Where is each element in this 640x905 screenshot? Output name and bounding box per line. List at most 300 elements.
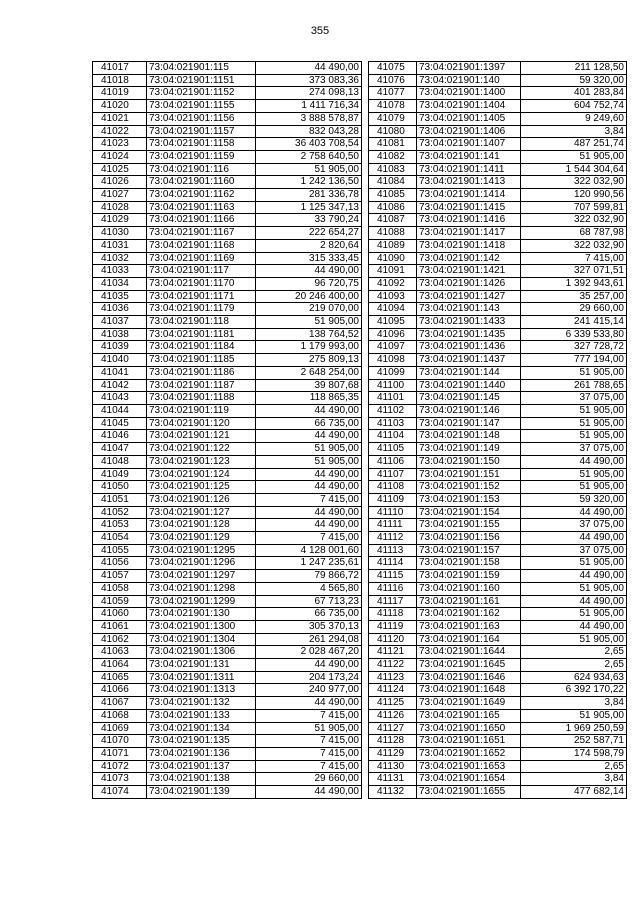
cadastral-number-cell: 73:04:021901:1400	[417, 87, 521, 100]
row-number-cell: 41097	[369, 341, 417, 354]
table-row	[369, 239, 627, 252]
cadastral-number-cell: 73:04:021901:1405	[417, 112, 521, 125]
table-row	[93, 722, 362, 735]
cadastral-number-cell: 73:04:021901:1300	[147, 620, 256, 633]
cadastral-value-cell: 51 905,00	[256, 722, 362, 735]
row-number-cell: 41018	[93, 74, 147, 87]
row-number-cell: 41100	[369, 379, 417, 392]
cadastral-number-cell: 73:04:021901:125	[147, 481, 256, 494]
table-row	[369, 519, 627, 532]
table-row	[369, 430, 627, 443]
cadastral-value-cell: 274 098,13	[256, 87, 362, 100]
row-number-cell: 41090	[369, 252, 417, 265]
row-number-cell: 41073	[93, 773, 147, 786]
table-row	[369, 544, 627, 557]
row-number-cell: 41028	[93, 201, 147, 214]
cadastral-number-cell: 73:04:021901:156	[417, 532, 521, 545]
cadastral-number-cell: 73:04:021901:130	[147, 608, 256, 621]
cadastral-value-cell: 7 415,00	[256, 747, 362, 760]
cadastral-number-cell: 73:04:021901:1159	[147, 150, 256, 163]
cadastral-value-cell: 261 788,65	[521, 379, 627, 392]
cadastral-number-cell: 73:04:021901:134	[147, 722, 256, 735]
table-row	[93, 570, 362, 583]
cadastral-value-cell: 36 403 708,54	[256, 138, 362, 151]
cadastral-number-cell: 73:04:021901:1418	[417, 239, 521, 252]
row-number-cell: 41123	[369, 671, 417, 684]
cadastral-value-cell: 51 905,00	[521, 582, 627, 595]
table-row	[369, 760, 627, 773]
cadastral-number-cell: 73:04:021901:131	[147, 659, 256, 672]
table-row	[93, 709, 362, 722]
cadastral-value-cell: 322 032,90	[521, 176, 627, 189]
row-number-cell: 41026	[93, 176, 147, 189]
cadastral-number-cell: 73:04:021901:140	[417, 74, 521, 87]
table-row	[369, 125, 627, 138]
cadastral-value-cell: 37 075,00	[521, 519, 627, 532]
row-number-cell: 41064	[93, 659, 147, 672]
cadastral-value-cell: 51 905,00	[521, 430, 627, 443]
table-row	[369, 671, 627, 684]
cadastral-value-cell: 487 251,74	[521, 138, 627, 151]
cadastral-number-cell: 73:04:021901:1167	[147, 227, 256, 240]
row-number-cell: 41075	[369, 62, 417, 75]
row-number-cell: 41054	[93, 532, 147, 545]
cadastral-number-cell: 73:04:021901:1649	[417, 697, 521, 710]
cadastral-number-cell: 73:04:021901:1311	[147, 671, 256, 684]
row-number-cell: 41044	[93, 404, 147, 417]
cadastral-number-cell: 73:04:021901:1306	[147, 646, 256, 659]
cadastral-number-cell: 73:04:021901:160	[417, 582, 521, 595]
cadastral-value-cell: 37 075,00	[521, 443, 627, 456]
cadastral-value-cell: 174 598,79	[521, 747, 627, 760]
cadastral-number-cell: 73:04:021901:124	[147, 468, 256, 481]
cadastral-value-cell: 624 934,63	[521, 671, 627, 684]
cadastral-value-cell: 777 194,00	[521, 354, 627, 367]
table-row	[369, 786, 627, 799]
cadastral-value-cell: 241 415,14	[521, 316, 627, 329]
cadastral-value-cell: 1 242 136,50	[256, 176, 362, 189]
table-row	[369, 709, 627, 722]
cadastral-value-cell: 44 490,00	[256, 468, 362, 481]
row-number-cell: 41049	[93, 468, 147, 481]
row-number-cell: 41077	[369, 87, 417, 100]
table-row	[369, 722, 627, 735]
table-row	[93, 697, 362, 710]
cadastral-value-cell: 59 320,00	[521, 74, 627, 87]
cadastral-number-cell: 73:04:021901:1655	[417, 786, 521, 799]
row-number-cell: 41125	[369, 697, 417, 710]
row-number-cell: 41131	[369, 773, 417, 786]
table-row	[369, 633, 627, 646]
row-number-cell: 41084	[369, 176, 417, 189]
table-row	[93, 125, 362, 138]
cadastral-number-cell: 73:04:021901:1653	[417, 760, 521, 773]
row-number-cell: 41096	[369, 328, 417, 341]
row-number-cell: 41078	[369, 100, 417, 113]
row-number-cell: 41043	[93, 392, 147, 405]
cadastral-value-cell: 2 028 467,20	[256, 646, 362, 659]
cadastral-value-cell: 2,65	[521, 646, 627, 659]
row-number-cell: 41071	[93, 747, 147, 760]
cadastral-number-cell: 73:04:021901:146	[417, 404, 521, 417]
row-number-cell: 41109	[369, 493, 417, 506]
cadastral-number-cell: 73:04:021901:1404	[417, 100, 521, 113]
table-row	[369, 570, 627, 583]
cadastral-value-cell: 6 339 533,80	[521, 328, 627, 341]
cadastral-number-cell: 73:04:021901:142	[417, 252, 521, 265]
page-number: 355	[310, 25, 330, 37]
cadastral-value-cell: 44 490,00	[256, 430, 362, 443]
row-number-cell: 41027	[93, 189, 147, 202]
row-number-cell: 41063	[93, 646, 147, 659]
cadastral-value-cell: 4 128 001,60	[256, 544, 362, 557]
cadastral-number-cell: 73:04:021901:1181	[147, 328, 256, 341]
cadastral-value-cell: 35 257,00	[521, 290, 627, 303]
table-body-left	[93, 62, 362, 799]
cadastral-value-cell: 2 758 640,50	[256, 150, 362, 163]
cadastral-value-cell: 51 905,00	[521, 404, 627, 417]
cadastral-number-cell: 73:04:021901:1646	[417, 671, 521, 684]
row-number-cell: 41124	[369, 684, 417, 697]
cadastral-number-cell: 73:04:021901:1652	[417, 747, 521, 760]
row-number-cell: 41072	[93, 760, 147, 773]
row-number-cell: 41046	[93, 430, 147, 443]
table-row	[369, 493, 627, 506]
table-row	[369, 404, 627, 417]
row-number-cell: 41102	[369, 404, 417, 417]
cadastral-number-cell: 73:04:021901:1295	[147, 544, 256, 557]
cadastral-number-cell: 73:04:021901:120	[147, 417, 256, 430]
table-row	[369, 595, 627, 608]
cadastral-value-cell: 219 070,00	[256, 303, 362, 316]
cadastral-number-cell: 73:04:021901:119	[147, 404, 256, 417]
table-row	[93, 659, 362, 672]
cadastral-value-cell: 7 415,00	[256, 493, 362, 506]
cadastral-value-table-right	[368, 61, 627, 799]
cadastral-value-cell: 44 490,00	[256, 659, 362, 672]
cadastral-number-cell: 73:04:021901:1415	[417, 201, 521, 214]
table-row	[369, 366, 627, 379]
row-number-cell: 41112	[369, 532, 417, 545]
cadastral-value-cell: 51 905,00	[256, 455, 362, 468]
table-row	[369, 557, 627, 570]
cadastral-value-cell: 261 294,08	[256, 633, 362, 646]
cadastral-number-cell: 73:04:021901:1304	[147, 633, 256, 646]
row-number-cell: 41022	[93, 125, 147, 138]
row-number-cell: 41040	[93, 354, 147, 367]
cadastral-number-cell: 73:04:021901:1156	[147, 112, 256, 125]
table-row	[93, 163, 362, 176]
cadastral-number-cell: 73:04:021901:1417	[417, 227, 521, 240]
table-row	[93, 684, 362, 697]
table-row	[93, 112, 362, 125]
table-row	[93, 633, 362, 646]
cadastral-value-cell: 20 246 400,00	[256, 290, 362, 303]
cadastral-value-cell: 6 392 170,22	[521, 684, 627, 697]
table-row	[369, 443, 627, 456]
table-row	[93, 493, 362, 506]
table-row	[369, 316, 627, 329]
row-number-cell: 41129	[369, 747, 417, 760]
row-number-cell: 41065	[93, 671, 147, 684]
cadastral-number-cell: 73:04:021901:126	[147, 493, 256, 506]
table-row	[369, 620, 627, 633]
cadastral-number-cell: 73:04:021901:1651	[417, 735, 521, 748]
table-row	[369, 417, 627, 430]
cadastral-value-cell: 51 905,00	[521, 557, 627, 570]
row-number-cell: 41132	[369, 786, 417, 799]
cadastral-value-cell: 120 990,56	[521, 189, 627, 202]
table-row	[369, 227, 627, 240]
cadastral-value-cell: 44 490,00	[521, 532, 627, 545]
table-row	[93, 557, 362, 570]
table-row	[93, 506, 362, 519]
cadastral-number-cell: 73:04:021901:115	[147, 62, 256, 75]
cadastral-number-cell: 73:04:021901:1440	[417, 379, 521, 392]
row-number-cell: 41023	[93, 138, 147, 151]
row-number-cell: 41120	[369, 633, 417, 646]
table-row	[93, 646, 362, 659]
table-row	[369, 481, 627, 494]
table-row	[93, 150, 362, 163]
cadastral-value-cell: 281 336,78	[256, 189, 362, 202]
row-number-cell: 41108	[369, 481, 417, 494]
cadastral-number-cell: 73:04:021901:1407	[417, 138, 521, 151]
cadastral-number-cell: 73:04:021901:1654	[417, 773, 521, 786]
table-row	[369, 74, 627, 87]
cadastral-value-table-left	[92, 61, 362, 799]
table-row	[369, 112, 627, 125]
row-number-cell: 41036	[93, 303, 147, 316]
row-number-cell: 41070	[93, 735, 147, 748]
row-number-cell: 41103	[369, 417, 417, 430]
cadastral-value-cell: 4 565,80	[256, 582, 362, 595]
cadastral-value-cell: 44 490,00	[521, 455, 627, 468]
cadastral-value-cell: 29 660,00	[256, 773, 362, 786]
cadastral-value-cell: 3,84	[521, 125, 627, 138]
table-row	[369, 392, 627, 405]
row-number-cell: 41068	[93, 709, 147, 722]
cadastral-number-cell: 73:04:021901:1436	[417, 341, 521, 354]
row-number-cell: 41118	[369, 608, 417, 621]
table-row	[93, 176, 362, 189]
table-row	[93, 608, 362, 621]
cadastral-number-cell: 73:04:021901:150	[417, 455, 521, 468]
cadastral-number-cell: 73:04:021901:1186	[147, 366, 256, 379]
row-number-cell: 41092	[369, 277, 417, 290]
cadastral-value-cell: 138 764,52	[256, 328, 362, 341]
cadastral-number-cell: 73:04:021901:1650	[417, 722, 521, 735]
cadastral-number-cell: 73:04:021901:129	[147, 532, 256, 545]
row-number-cell: 41128	[369, 735, 417, 748]
row-number-cell: 41126	[369, 709, 417, 722]
cadastral-value-cell: 315 333,45	[256, 252, 362, 265]
cadastral-number-cell: 73:04:021901:127	[147, 506, 256, 519]
cadastral-value-cell: 79 866,72	[256, 570, 362, 583]
table-row	[369, 684, 627, 697]
cadastral-number-cell: 73:04:021901:133	[147, 709, 256, 722]
table-row	[369, 582, 627, 595]
table-row	[93, 227, 362, 240]
table-row	[93, 87, 362, 100]
table-row	[369, 201, 627, 214]
cadastral-number-cell: 73:04:021901:123	[147, 455, 256, 468]
cadastral-number-cell: 73:04:021901:121	[147, 430, 256, 443]
cadastral-number-cell: 73:04:021901:1298	[147, 582, 256, 595]
table-row	[369, 87, 627, 100]
cadastral-value-cell: 118 865,35	[256, 392, 362, 405]
table-row	[93, 519, 362, 532]
cadastral-value-cell: 44 490,00	[521, 506, 627, 519]
table-row	[93, 62, 362, 75]
cadastral-number-cell: 73:04:021901:135	[147, 735, 256, 748]
cadastral-number-cell: 73:04:021901:1426	[417, 277, 521, 290]
cadastral-number-cell: 73:04:021901:122	[147, 443, 256, 456]
row-number-cell: 41031	[93, 239, 147, 252]
cadastral-value-cell: 51 905,00	[521, 417, 627, 430]
table-row	[93, 328, 362, 341]
cadastral-value-cell: 7 415,00	[521, 252, 627, 265]
cadastral-value-cell: 3,84	[521, 773, 627, 786]
row-number-cell: 41085	[369, 189, 417, 202]
cadastral-number-cell: 73:04:021901:1157	[147, 125, 256, 138]
table-body-right	[369, 62, 627, 799]
table-row	[369, 659, 627, 672]
table-row	[369, 265, 627, 278]
cadastral-value-cell: 51 905,00	[521, 468, 627, 481]
row-number-cell: 41110	[369, 506, 417, 519]
cadastral-value-cell: 44 490,00	[256, 786, 362, 799]
row-number-cell: 41074	[93, 786, 147, 799]
row-number-cell: 41115	[369, 570, 417, 583]
table-row	[369, 277, 627, 290]
cadastral-value-cell: 37 075,00	[521, 392, 627, 405]
table-row	[369, 62, 627, 75]
table-row	[369, 608, 627, 621]
table-row	[93, 443, 362, 456]
row-number-cell: 41107	[369, 468, 417, 481]
row-number-cell: 41042	[93, 379, 147, 392]
cadastral-number-cell: 73:04:021901:162	[417, 608, 521, 621]
cadastral-value-cell: 1 392 943,61	[521, 277, 627, 290]
cadastral-value-cell: 44 490,00	[256, 506, 362, 519]
table-row	[369, 646, 627, 659]
cadastral-value-cell: 44 490,00	[256, 62, 362, 75]
table-row	[369, 176, 627, 189]
cadastral-value-cell: 322 032,90	[521, 239, 627, 252]
cadastral-number-cell: 73:04:021901:117	[147, 265, 256, 278]
table-row	[93, 481, 362, 494]
row-number-cell: 41060	[93, 608, 147, 621]
row-number-cell: 41055	[93, 544, 147, 557]
cadastral-number-cell: 73:04:021901:1427	[417, 290, 521, 303]
table-row	[369, 532, 627, 545]
cadastral-number-cell: 73:04:021901:139	[147, 786, 256, 799]
cadastral-value-cell: 2 820,64	[256, 239, 362, 252]
cadastral-number-cell: 73:04:021901:155	[417, 519, 521, 532]
table-row	[369, 328, 627, 341]
row-number-cell: 41127	[369, 722, 417, 735]
table-row	[369, 697, 627, 710]
row-number-cell: 41061	[93, 620, 147, 633]
cadastral-value-cell: 2,65	[521, 760, 627, 773]
row-number-cell: 41021	[93, 112, 147, 125]
table-row	[93, 354, 362, 367]
row-number-cell: 41095	[369, 316, 417, 329]
cadastral-value-cell: 9 249,60	[521, 112, 627, 125]
row-number-cell: 41069	[93, 722, 147, 735]
cadastral-number-cell: 73:04:021901:1163	[147, 201, 256, 214]
cadastral-value-cell: 68 787,98	[521, 227, 627, 240]
cadastral-number-cell: 73:04:021901:1151	[147, 74, 256, 87]
cadastral-number-cell: 73:04:021901:1160	[147, 176, 256, 189]
cadastral-value-cell: 44 490,00	[256, 404, 362, 417]
cadastral-value-cell: 51 905,00	[256, 163, 362, 176]
table-row	[369, 747, 627, 760]
cadastral-number-cell: 73:04:021901:1648	[417, 684, 521, 697]
cadastral-value-cell: 7 415,00	[256, 709, 362, 722]
cadastral-value-cell: 2,65	[521, 659, 627, 672]
cadastral-number-cell: 73:04:021901:1296	[147, 557, 256, 570]
row-number-cell: 41117	[369, 595, 417, 608]
cadastral-number-cell: 73:04:021901:1299	[147, 595, 256, 608]
cadastral-value-cell: 1 544 304,64	[521, 163, 627, 176]
cadastral-value-cell: 51 905,00	[521, 633, 627, 646]
table-row	[369, 163, 627, 176]
row-number-cell: 41048	[93, 455, 147, 468]
table-row	[93, 786, 362, 799]
row-number-cell: 41083	[369, 163, 417, 176]
table-row	[93, 760, 362, 773]
cadastral-number-cell: 73:04:021901:1397	[417, 62, 521, 75]
cadastral-value-cell: 51 905,00	[256, 443, 362, 456]
cadastral-value-cell: 44 490,00	[256, 519, 362, 532]
cadastral-number-cell: 73:04:021901:147	[417, 417, 521, 430]
cadastral-number-cell: 73:04:021901:1179	[147, 303, 256, 316]
cadastral-value-cell: 29 660,00	[521, 303, 627, 316]
cadastral-value-cell: 59 320,00	[521, 493, 627, 506]
cadastral-value-cell: 7 415,00	[256, 532, 362, 545]
cadastral-value-cell: 51 905,00	[521, 150, 627, 163]
table-row	[93, 468, 362, 481]
cadastral-value-cell: 44 490,00	[521, 595, 627, 608]
table-row	[369, 290, 627, 303]
row-number-cell: 41035	[93, 290, 147, 303]
row-number-cell: 41114	[369, 557, 417, 570]
cadastral-value-cell: 39 807,68	[256, 379, 362, 392]
table-row	[93, 404, 362, 417]
cadastral-number-cell: 73:04:021901:1166	[147, 214, 256, 227]
row-number-cell: 41098	[369, 354, 417, 367]
table-row	[369, 189, 627, 202]
cadastral-number-cell: 73:04:021901:136	[147, 747, 256, 760]
cadastral-value-cell: 44 490,00	[521, 570, 627, 583]
table-row	[93, 379, 362, 392]
cadastral-number-cell: 73:04:021901:1184	[147, 341, 256, 354]
row-number-cell: 41029	[93, 214, 147, 227]
row-number-cell: 41116	[369, 582, 417, 595]
cadastral-number-cell: 73:04:021901:1421	[417, 265, 521, 278]
row-number-cell: 41050	[93, 481, 147, 494]
row-number-cell: 41104	[369, 430, 417, 443]
row-number-cell: 41066	[93, 684, 147, 697]
table-row	[369, 214, 627, 227]
table-row	[93, 239, 362, 252]
cadastral-number-cell: 73:04:021901:1414	[417, 189, 521, 202]
cadastral-number-cell: 73:04:021901:1162	[147, 189, 256, 202]
cadastral-value-cell: 66 735,00	[256, 608, 362, 621]
table-row	[369, 506, 627, 519]
